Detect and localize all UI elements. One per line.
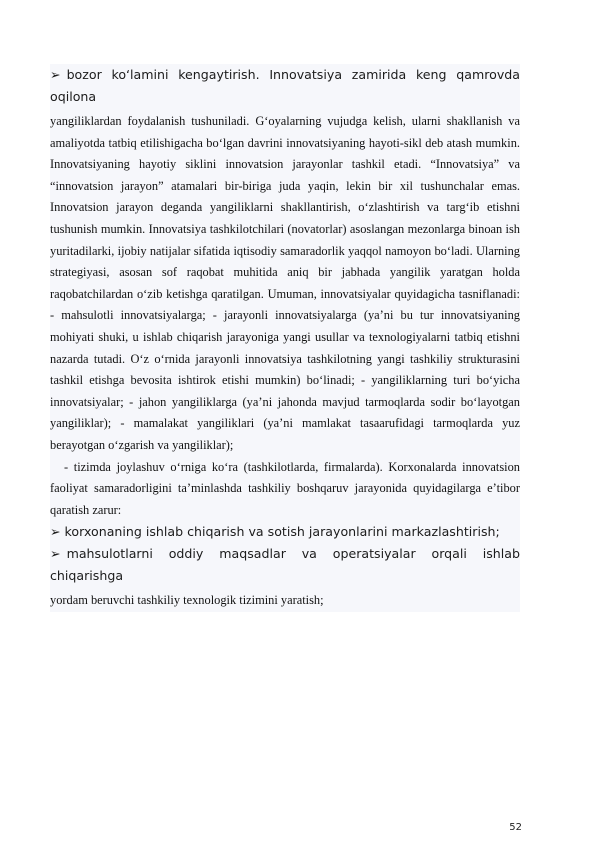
- heading-market-scope-line2: oqilona: [50, 89, 97, 104]
- heading-centralization: ➢ korxonaning ishlab chiqarish va sotish jarayonlarini markazlashtirish;: [50, 524, 500, 540]
- arrow-bullet-icon: ➢: [50, 546, 61, 562]
- body-paragraph-innovation: yangiliklardan foydalanish tushuniladi. G‘oyalarning vujudga kelish, ularni shakllanish va amaliyotda tatbiq etilishigacha bo‘lgan davrini innovatsiyaning hayoti-sikl deb atash mumkin. Innovatsiyaning hayotiy siklini innovatsion jarayonlar tashkil etadi. “Innovatsiya” va “innovatsion jarayon” atamalari bir-biriga juda yaqin, lekin bir xil tushunchalar emas. Innovatsion jarayon deganda yangiliklarni shakllantirish, o‘zlashtirish va targ‘ib etishni tushunish mumkin. Innovatsiya tashkilotchilari (novatorlar) asoslangan mezonlarga binoan ish yuritadilarki, ijobiy natijalar sifatida iqtisodiy samaradorlik yaqqol namoyon bo‘ladi. Ularning strategiyasi, asosan sof raqobat muhitida aniq bir jabhada yangilik yaratgan holda raqobatchilardan o‘zib ketishga qaratilgan. Umuman, innovatsiyalar quyidagicha tasniflanadi: - mahsulotli innovatsiyalarga; - jarayonli innovatsiyalarga (ya’ni bu tur innovatsiyaning mohiyati shuki, u ishlab chiqarish jarayoniga yangi usullar va texnologiyalarni tatbiq etishni nazarda tutadi. O‘z o‘rnida jarayonli innovatsiya tashkilotning yangi tashkiliy strukturasini tashkil etishga bevosita ishtirok etishi mumkin) bo‘linadi; - yangiliklarning turi bo‘yicha innovatsiyalar; - jahon yangiliklarga (ya’ni jahonda mavjud tarmoqlarda sodir bo‘layotgan yangiliklar); - mamalakat yangiliklari (ya’ni mamlakat tasaarufidagi tarmoqlarda yuz berayotgan o‘zgarish va yangiliklar);: [50, 114, 520, 452]
- heading-market-scope-line1: bozor ko‘lamini kengaytirish. Innovatsiya zamirida keng qamrovda: [66, 67, 520, 82]
- body-paragraph-system-position: - tizimda joylashuv o‘rniga ko‘ra (tashkilotlarda, firmalarda). Korxonalarda innovatsion faoliyat samaradorligini ta’minlashda tashkiliy boshqaruv jarayonida quyidagilarga e’tibor qaratish zarur:: [50, 459, 520, 517]
- page-content: [50, 64, 520, 612]
- page-number: 52: [509, 822, 522, 833]
- body-line-support-system: yordam beruvchi tashkiliy texnologik tizimini yaratish;: [50, 593, 324, 608]
- heading-market-scope: [50, 64, 520, 86]
- heading-products-line1: mahsulotlarni oddiy maqsadlar va operatsiyalar orqali ishlab: [66, 546, 520, 562]
- heading-products-line2: chiqarishga: [50, 568, 124, 584]
- heading-products: [50, 543, 520, 565]
- arrow-bullet-icon: ➢: [50, 67, 61, 82]
